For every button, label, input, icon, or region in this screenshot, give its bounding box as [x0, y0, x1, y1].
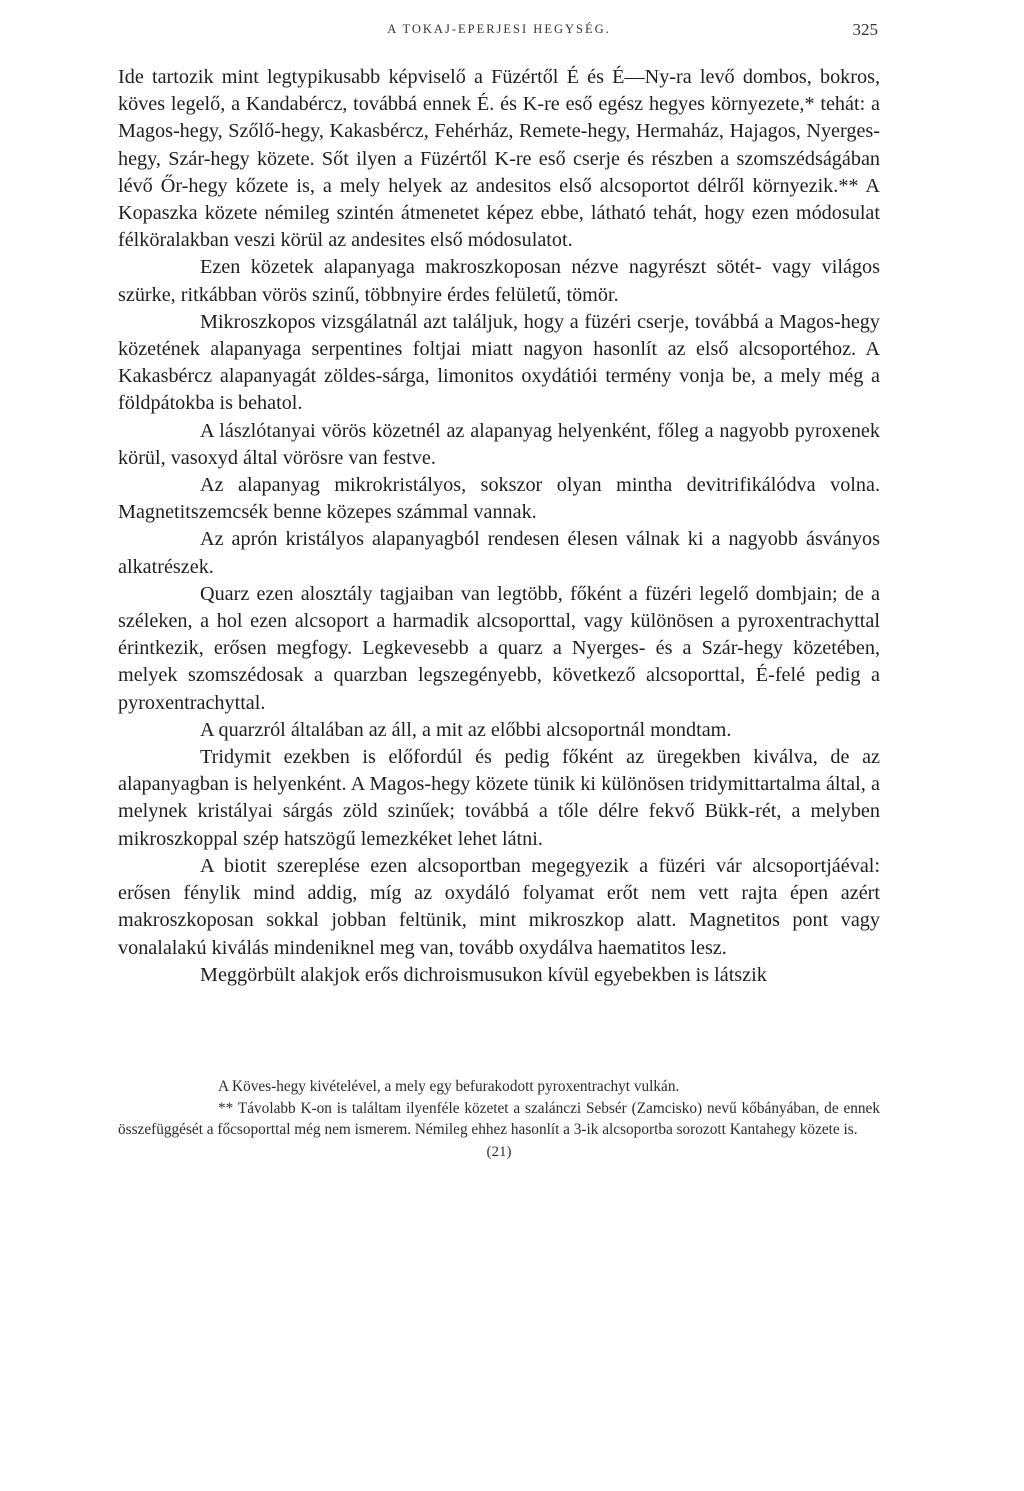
paragraph: Meggörbült alakjok erős dichroismusukon kívül egyebekben is látszik — [200, 963, 767, 986]
paragraph: A biotit szereplése ezen alcsoportban megegyezik a füzéri vár alcsoportjáéval: erősen fénylik mind addig, míg az oxydáló folyamat erőt nem vett rajta épen azért makroszkoposan sokkal jobban feltünik, mint mikroszkop alatt. Magnetitos pont vagy vonalalakú kiválás mindeniknel meg van, tovább oxydálva haematitos lesz. — [118, 854, 880, 959]
paragraph: Quarz ezen alosztály tagjaiban van legtöbb, főként a füzéri legelő dombjain; de a széleken, a hol ezen alcsoport a harmadik alcsoporttal, vagy különösen a pyroxentrachyttal érintkezik, erősen megfogy. Legkevesebb a quarz a Nyerges- és a Szár-hegy közetében, melyek szomszédosak a quarzban legszegényebb, következő alcsoporttal, É-felé pedig a pyroxentrachyttal. — [118, 582, 880, 714]
body-text — [118, 64, 880, 989]
paragraph: Az aprón kristályos alapanyagból rendesen élesen válnak ki a nagyobb ásványos alkatrészek. — [118, 528, 880, 578]
footnote: A Köves-hegy kivételével, a mely egy befurakodott pyroxentrachyt vulkán. — [218, 1078, 680, 1095]
footnote: ** Távolabb K-on is találtam ilyenféle közetet a szalánczi Sebsér (Zamcisko) nevű kőbányában, de ennek összefüggését a főcsoporttal még nem ismerem. Némileg ehhez hasonlít a 3-ik alcsoportba sorozott Kantahegy közete is. — [118, 1099, 880, 1139]
page-number: 325 — [852, 20, 878, 39]
paragraph: Ide tartozik mint legtypikusabb képviselő a Füzértől É és É—Ny-ra levő dombos, bokros, köves legelő, a Kandabércz, továbbá ennek É. és K-re eső egész hegyes környezete,* tehát: a Magos-hegy, Szőlő-hegy, Kakasbércz, Fehérház, Remete-hegy, Hermaház, Hajagos, Nyerges-hegy, Szár-hegy közete. Sőt ilyen a Füzértől K-re eső cserje és részben a szomszédságában lévő Őr-hegy kőzete is, a mely helyek az andesitos első alcsoportot délről környezik.** A Kopaszka közete némileg szintén átmenetet képez ebbe, látható tehát, hogy ezen módosulat félköralakban veszi körül az andesites első módosulatot. — [118, 66, 880, 252]
footnotes — [118, 1076, 880, 1141]
paragraph: Ezen közetek alapanyaga makroszkoposan nézve nagyrészt sötét- vagy világos szürke, ritkábban vörös szinű, többnyire érdes felületű, tömör. — [118, 256, 880, 306]
running-title: A TOKAJ-EPERJESI HEGYSÉG. — [387, 22, 611, 36]
paragraph: Mikroszkopos vizsgálatnál azt találjuk, hogy a füzéri cserje, továbbá a Magos-hegy közetének alapanyaga serpentines foltjai miatt nagyon hasonlít az első alcsoportéhoz. A Kakasbércz alapanyagát zöldes-sárga, limonitos oxydátiói termény vonja be, a mely még a földpátokba is behatol. — [118, 310, 880, 415]
paragraph: A lászlótanyai vörös közetnél az alapanyag helyenként, főleg a nagyobb pyroxenek körül, vasoxyd által vörösre van festve. — [118, 419, 880, 469]
sheet-mark: (21) — [486, 1144, 512, 1160]
paragraph: Az alapanyag mikrokristályos, sokszor olyan mintha devitrifikálódva volna. Magnetitszemcsék benne közepes számmal vannak. — [118, 474, 880, 524]
paragraph: A quarzról általában az áll, a mit az előbbi alcsoportnál mondtam. — [200, 718, 732, 741]
page-header — [118, 20, 880, 44]
paragraph: Tridymit ezekben is előfordúl és pedig főként az üregekben kiválva, de az alapanyagban is helyenként. A Magos-hegy közete tünik ki különösen tridymittartalma által, a melynek kristályai sárgás zöld szinűek; továbbá a tőle délre fekvő Bükk-rét, a melyben mikroszkoppal szép hatszögű lemezkéket lehet látni. — [118, 746, 880, 850]
